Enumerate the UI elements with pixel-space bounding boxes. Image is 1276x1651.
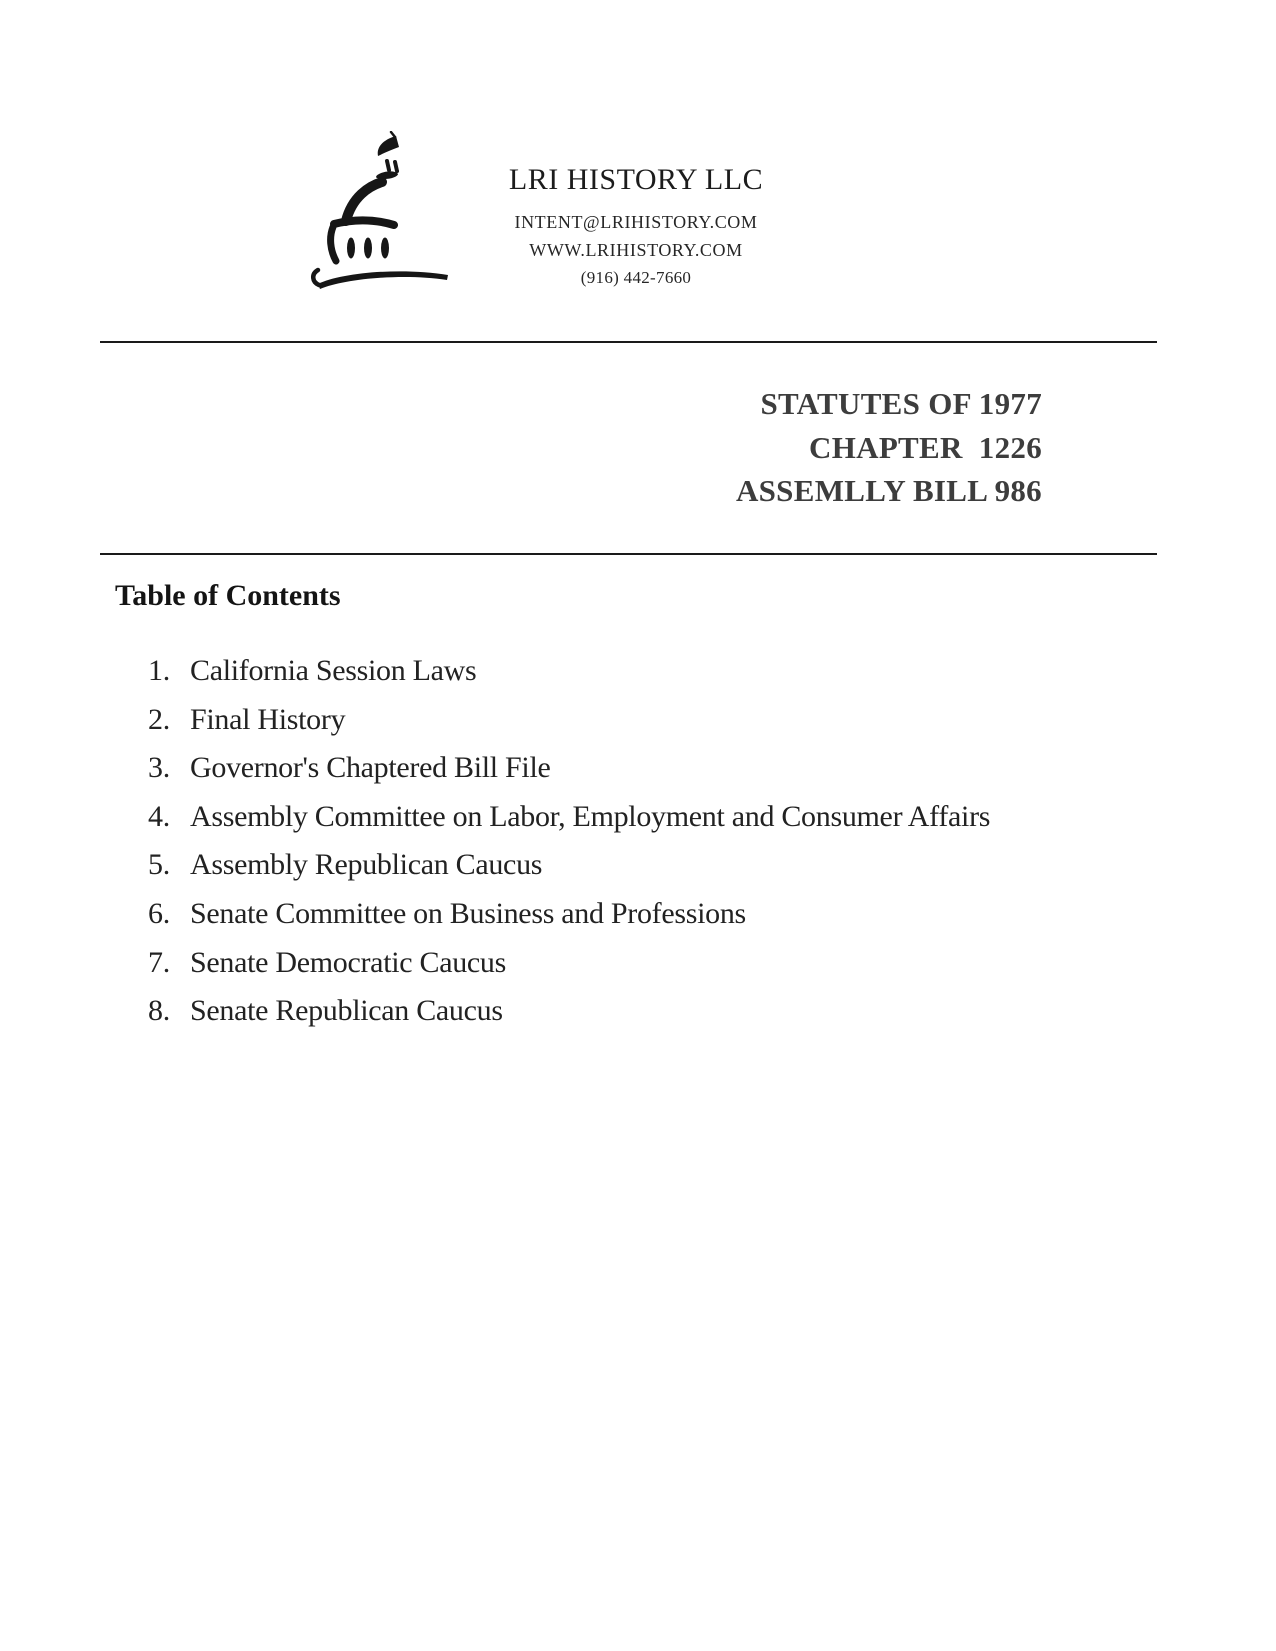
- toc-item-number: 3.: [148, 751, 170, 785]
- toc-item-number: 7.: [148, 945, 170, 979]
- toc-item-number: 5.: [148, 848, 170, 882]
- company-name: LRI HISTORY LLC: [508, 163, 764, 196]
- toc-item-label: California Session Laws: [190, 654, 477, 687]
- toc-item-number: 4.: [148, 799, 170, 833]
- toc-item: [148, 841, 1148, 890]
- toc-item: [148, 939, 1148, 988]
- toc-item-label: Senate Committee on Business and Professions: [190, 896, 746, 930]
- statutes-year-line: STATUTES OF 1977: [760, 386, 1042, 421]
- toc-list: [148, 647, 1148, 1036]
- contact-block: [400, 209, 872, 292]
- toc-item-label: Assembly Committee on Labor, Employment and Consumer Affairs: [190, 799, 991, 833]
- company-phone: (916) 442-7660: [580, 268, 692, 287]
- toc-item: [148, 793, 1148, 842]
- toc-item-label: Governor's Chaptered Bill File: [190, 751, 551, 785]
- chapter-line: CHAPTER 1226: [809, 429, 1042, 465]
- toc-item-number: 6.: [148, 896, 170, 930]
- toc-item-number: 2.: [148, 702, 170, 736]
- toc-item: [148, 890, 1148, 939]
- toc-item-number: 1.: [148, 654, 170, 687]
- toc-item: [148, 987, 1148, 1036]
- letterhead: [400, 162, 872, 292]
- toc-item-label: Senate Democratic Caucus: [190, 945, 507, 979]
- divider-bottom: [100, 553, 1157, 555]
- toc-item: [148, 696, 1148, 745]
- statute-title-block: [736, 382, 1042, 513]
- divider-top: [100, 341, 1157, 343]
- toc-item: [148, 744, 1148, 793]
- toc-heading: Table of Contents: [115, 579, 341, 612]
- company-email: INTENT@LRIHISTORY.COM: [514, 212, 758, 232]
- toc-item-label: Final History: [190, 702, 346, 736]
- toc-item: [148, 647, 1148, 696]
- assembly-bill-line: ASSEMLLY BILL 986: [735, 473, 1042, 508]
- toc-item-label: Assembly Republican Caucus: [190, 848, 543, 882]
- company-website: WWW.LRIHISTORY.COM: [529, 239, 743, 260]
- toc-item-number: 8.: [148, 994, 170, 1028]
- toc-item-label: Senate Republican Caucus: [190, 994, 503, 1028]
